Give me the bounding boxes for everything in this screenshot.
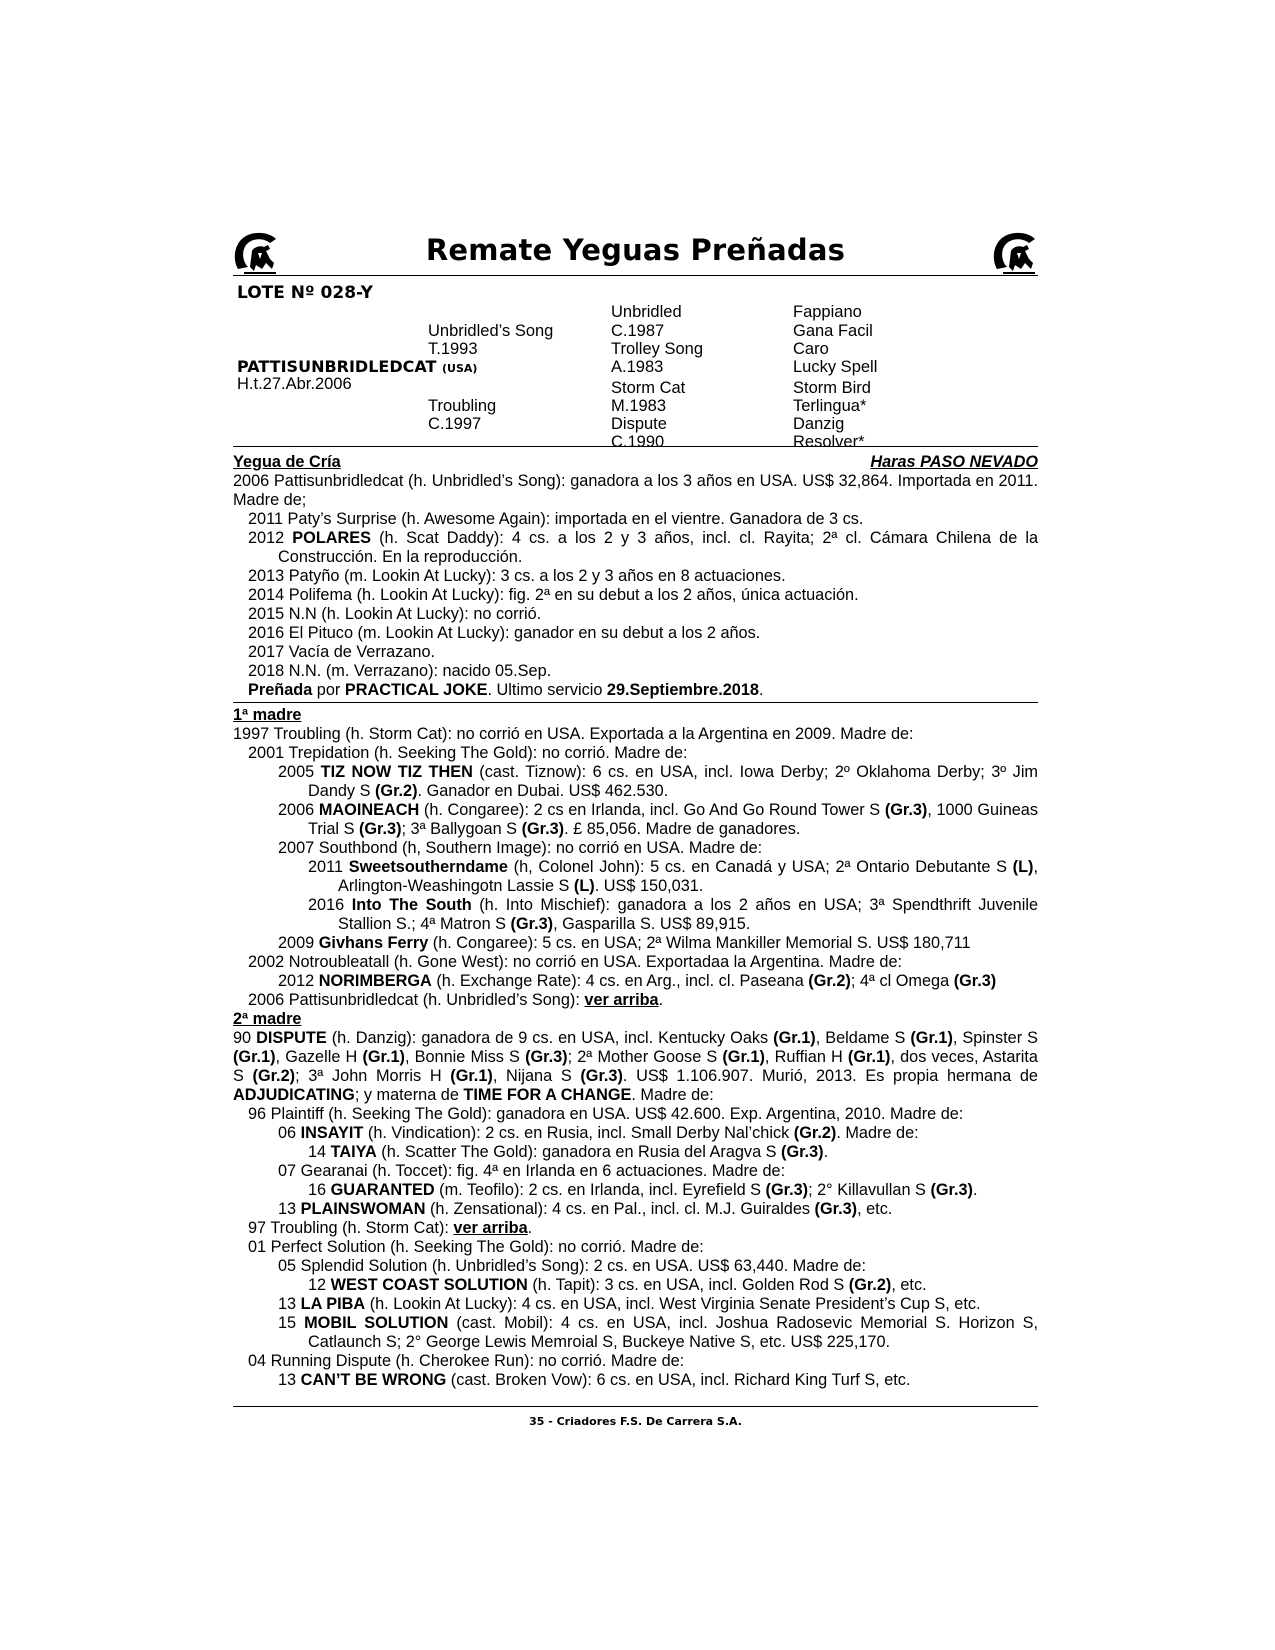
gen3-cell: Fappiano [793,303,862,321]
entry-line: 2015 N.N (h. Lookin At Lucky): no corrió. [248,605,542,623]
section-header [233,706,1038,725]
entry-line: 16 GUARANTED (m. Teofilo): 2 cs. en Irlanda, incl. Eyrefield S (Gr.3); 2° Killavullan S (Gr.3). [308,1181,978,1199]
dam-name: Troubling [428,397,497,415]
footer-text: 35 - Criadores F.S. De Carrera S.A. [529,1415,742,1428]
gen3-cell: Gana Facil [793,322,873,340]
section-header [233,453,1038,472]
section-heading: Yegua de Cría [233,453,341,471]
gen3-cell: Storm Bird [793,379,871,397]
lot-number: LOTE Nº 028-Y [237,283,373,303]
gen2-cell: Unbridled [611,303,682,321]
horse-logo-icon [989,229,1041,277]
page-title: Remate Yeguas Preñadas [425,233,846,267]
sire-info: T.1993 [428,340,478,358]
entry-line: 2011 Paty’s Surprise (h. Awesome Again): importada en el vientre. Ganadora de 3 cs. [248,510,864,528]
entry-line: 2009 Givhans Ferry (h. Congaree): 5 cs. en USA; 2ª Wilma Mankiller Memorial S. US$ 180,711 [278,934,971,952]
entry-line: 2014 Polifema (h. Lookin At Lucky): fig. 2ª en su debut a los 2 años, única actuación. [248,586,859,604]
entry-line: 2011 Sweetsoutherndame (h, Colonel John): 5 cs. en Canadá y USA; 2ª Ontario Debutante S (L), Arlington-Weashingotn Lassie S (L). US$ 150,031. [308,858,1038,895]
entry-line: 2007 Southbond (h, Southern Image): no corrió en USA. Madre de: [278,839,763,857]
pedigree-table [233,276,1038,451]
entry-line: 13 CAN’T BE WRONG (cast. Broken Vow): 6 cs. en USA, incl. Richard King Turf S, etc. [278,1371,911,1389]
entry-line: 2005 TIZ NOW TIZ THEN (cast. Tiznow): 6 cs. en USA, incl. Iowa Derby; 2º Oklahoma Derby; 3º Jim Dandy S (Gr.2). Ganador en Dubai. US$ 462.530. [278,763,1038,800]
gen2-cell: Dispute [611,415,667,433]
section-heading: 1ª madre [233,706,302,724]
gen2-cell: M.1983 [611,397,667,415]
section-header [233,1010,1038,1029]
entry-line: 04 Running Dispute (h. Cherokee Run): no corrió. Madre de: [248,1352,685,1370]
entry-line: Preñada por PRACTICAL JOKE. Ultimo servicio 29.Septiembre.2018. [248,681,764,699]
gen3-cell: Terlingua* [793,397,867,415]
entry-line: 07 Gearanai (h. Toccet): fig. 4ª en Irlanda en 6 actuaciones. Madre de: [278,1162,786,1180]
gen2-cell: C.1987 [611,322,665,340]
entry-line: 2016 Into The South (h. Into Mischief): ganadora a los 2 años en USA; 3ª Spendthrift Juvenile Stallion S.; 4ª Matron S (Gr.3), Gasparilla S. US$ 89,915. [308,896,1038,933]
horse-info: H.t.27.Abr.2006 [237,375,352,393]
entry-line: 2002 Notroubleatall (h. Gone West): no corrió en USA. Exportadaa la Argentina. Madre de: [248,953,903,971]
entry-line: 15 MOBIL SOLUTION (cast. Mobil): 4 cs. en USA, incl. Joshua Radosevic Memorial S. Horizon S, Catlaunch S; 2° George Lewis Memroial S, Buckeye Native S, etc. US$ 225,170. [278,1314,1038,1351]
entry-line: 01 Perfect Solution (h. Seeking The Gold): no corrió. Madre de: [248,1238,704,1256]
gen2-cell: Storm Cat [611,379,686,397]
entry-line: 13 LA PIBA (h. Lookin At Lucky): 4 cs. en USA, incl. West Virginia Senate President’s Cup S, etc. [278,1295,981,1313]
entry-line: 2018 N.N. (m. Verrazano): nacido 05.Sep. [248,662,552,680]
dam-info: C.1997 [428,415,482,433]
first-dam-section [233,706,1038,1010]
horse-country: (USA) [441,362,478,375]
gen3-cell: Lucky Spell [793,358,878,376]
gen2-cell: C.1990 [611,433,665,451]
entry-line: 06 INSAYIT (h. Vindication): 2 cs. en Rusia, incl. Small Derby Nal’chick (Gr.2). Madre de: [278,1124,919,1142]
catalog-page [233,225,1038,1390]
entry-line: 2012 POLARES (h. Scat Daddy): 4 cs. a los 2 y 3 años, incl. cl. Rayita; 2ª cl. Cámara Chilena de la Construcción. En la reproducción. [248,529,1038,566]
gen2-cell: A.1983 [611,358,664,376]
second-dam-section [233,1010,1038,1390]
entry-line: 2006 Pattisunbridledcat (h. Unbridled’s Song): ver arriba. [248,991,664,1009]
entry-line: 2006 Pattisunbridledcat (h. Unbridled’s Song): ganadora a los 3 años en USA. US$ 32,864. Importada en 2011. Madre de; [233,472,1038,509]
entry-line: 2006 MAOINEACH (h. Congaree): 2 cs en Irlanda, incl. Go And Go Round Tower S (Gr.3), 1000 Guineas Trial S (Gr.3); 3ª Ballygoan S (Gr.3). £ 85,056. Madre de ganadores. [278,801,1038,838]
entry-line: 14 TAIYA (h. Scatter The Gold): ganadora en Rusia del Aragva S (Gr.3). [308,1143,829,1161]
entry-line: 2017 Vacía de Verrazano. [248,643,436,661]
divider [233,702,1038,703]
entry-line: 96 Plaintiff (h. Seeking The Gold): ganadora en USA. US$ 42.600. Exp. Argentina, 2010. Madre de: [248,1105,964,1123]
page-header [233,225,1038,276]
gen3-cell: Caro [793,340,829,358]
breeder-name: Haras PASO NEVADO [870,453,1038,471]
yegua-section [233,453,1038,700]
entry-line: 12 WEST COAST SOLUTION (h. Tapit): 3 cs. en USA, incl. Golden Rod S (Gr.2), etc. [308,1276,927,1294]
entry-line: 2012 NORIMBERGA (h. Exchange Rate): 4 cs. en Arg., incl. cl. Paseana (Gr.2); 4ª cl Omega (Gr.3) [278,972,997,990]
page-footer [233,1406,1038,1428]
entry-line: 05 Splendid Solution (h. Unbridled’s Song): 2 cs. en USA. US$ 63,440. Madre de: [278,1257,866,1275]
gen2-cell: Trolley Song [611,340,704,358]
entry-line: 2016 El Pituco (m. Lookin At Lucky): ganador en su debut a los 2 años. [248,624,761,642]
entry-line: 1997 Troubling (h. Storm Cat): no corrió en USA. Exportada a la Argentina en 2009. Madre de: [233,725,914,743]
entry-line: 90 DISPUTE (h. Danzig): ganadora de 9 cs. en USA, incl. Kentucky Oaks (Gr.1), Beldame S (Gr.1), Spinster S (Gr.1), Gazelle H (Gr.1), Bonnie Miss S (Gr.3); 2ª Mother Goose S (Gr.1), Ruffian H (Gr.1), dos veces, Astarita S (Gr.2); 3ª John Morris H (Gr.1), Nijana S (Gr.3). US$ 1.106.907. Murió, 2013. Es propia hermana de ADJUDICATING; y materna de TIME FOR A CHANGE. Madre de: [233,1029,1039,1104]
sire-name: Unbridled’s Song [428,322,554,340]
entry-line: 2001 Trepidation (h. Seeking The Gold): no corrió. Madre de: [248,744,688,762]
entry-line: 13 PLAINSWOMAN (h. Zensational): 4 cs. en Pal., incl. cl. M.J. Guiraldes (Gr.3), etc. [278,1200,893,1218]
gen3-cell: Danzig [793,415,845,433]
gen3-cell: Resolver* [793,433,865,451]
entry-line: 2013 Patyño (m. Lookin At Lucky): 3 cs. a los 2 y 3 años en 8 actuaciones. [248,567,786,585]
section-heading: 2ª madre [233,1010,302,1028]
entry-line: 97 Troubling (h. Storm Cat): ver arriba. [248,1219,533,1237]
horse-name: PATTISUNBRIDLEDCAT (USA) [237,357,478,376]
